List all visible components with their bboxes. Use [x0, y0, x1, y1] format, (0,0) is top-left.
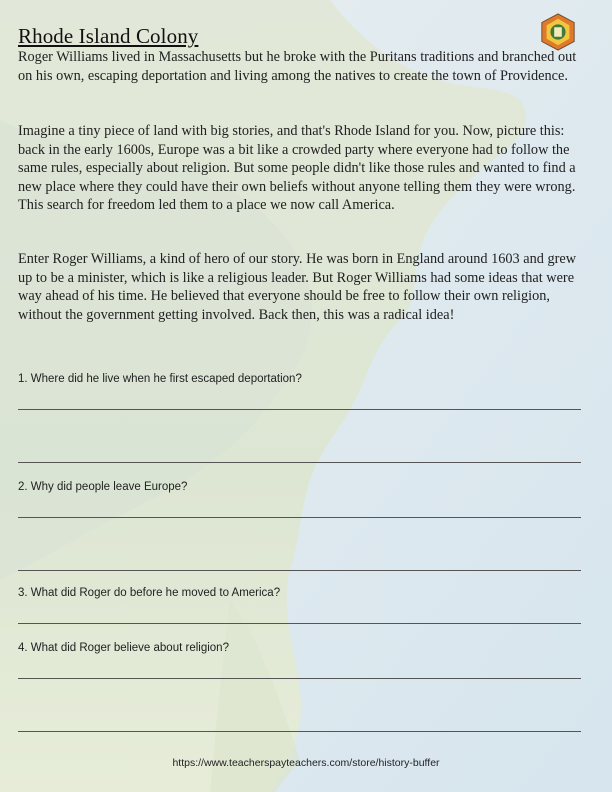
answer-line[interactable]: [18, 731, 581, 732]
question-1: 1. Where did he live when he first escaped deportation?: [18, 373, 302, 385]
body-paragraph: Imagine a tiny piece of land with big stories, and that's Rhode Island for you. Now, picture this: back in the early 1600s, Europe was a bit like a crowded party where everyone had to follow the same rules, especially about religion. But some people didn't like those rules and wanted to find a new place where they could have their own beliefs without anyone telling them they were wrong. This search for freedom led them to a place we now call America.: [18, 123, 576, 213]
body-paragraph: Enter Roger Williams, a kind of hero of our story. He was born in England around 1603 and grew up to be a minister, which is like a religious leader. But Roger Williams had some ideas that were way ahead of his time. He believed that everyone should be free to follow their own religion, without the government getting involved. Back then, this was a radical idea!: [18, 251, 577, 323]
history-buffer-logo-icon: [539, 13, 577, 51]
answer-line[interactable]: [18, 409, 581, 410]
answer-line[interactable]: [18, 678, 581, 679]
question-3: 3. What did Roger do before he moved to America?: [18, 587, 281, 599]
page-title: Rhode Island Colony: [18, 24, 199, 48]
question-4: 4. What did Roger believe about religion?: [18, 642, 229, 654]
answer-line[interactable]: [18, 623, 581, 624]
answer-line[interactable]: [18, 570, 581, 571]
footer-url[interactable]: https://www.teacherspayteachers.com/store/history-buffer: [172, 757, 440, 769]
answer-line[interactable]: [18, 517, 581, 518]
intro-paragraph: Roger Williams lived in Massachusetts but he broke with the Puritans traditions and branched out on his own, escaping deportation and living among the natives to create the town of Providence.: [18, 49, 577, 84]
answer-line[interactable]: [18, 462, 581, 463]
question-2: 2. Why did people leave Europe?: [18, 481, 188, 493]
